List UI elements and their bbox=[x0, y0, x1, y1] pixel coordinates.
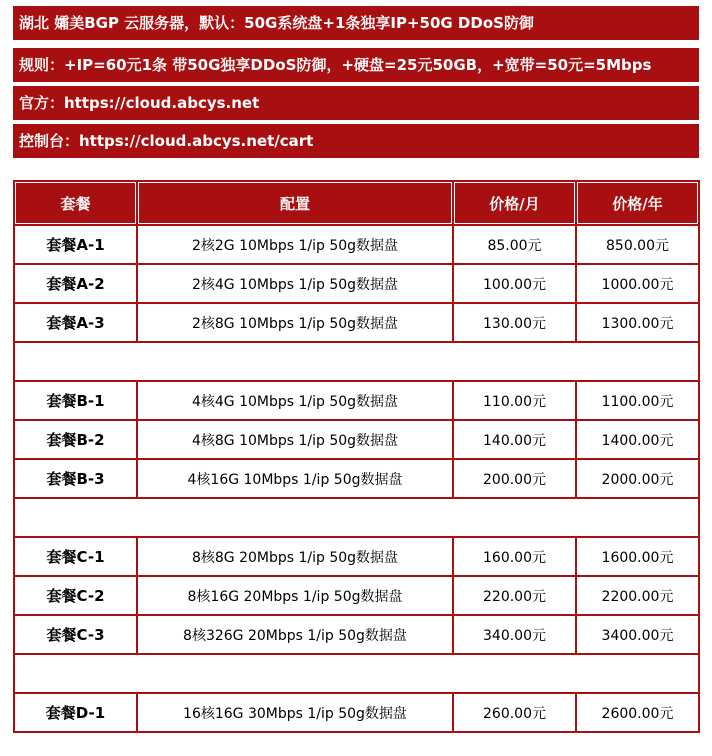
table-row bbox=[15, 304, 698, 341]
package-name: 套餐C-3 bbox=[15, 616, 136, 653]
group-separator-row bbox=[15, 343, 698, 380]
package-name: 套餐B-1 bbox=[15, 382, 136, 419]
table-row bbox=[15, 577, 698, 614]
package-name: 套餐D-1 bbox=[15, 694, 136, 731]
package-config: 4核4G 10Mbps 1/ip 50g数据盘 bbox=[138, 382, 452, 419]
table-row bbox=[15, 460, 698, 497]
yearly-price: 1000.00元 bbox=[577, 265, 698, 302]
column-header-config: 配置 bbox=[138, 182, 452, 224]
package-config: 2核8G 10Mbps 1/ip 50g数据盘 bbox=[138, 304, 452, 341]
group-separator-row bbox=[15, 499, 698, 536]
monthly-price: 260.00元 bbox=[454, 694, 575, 731]
monthly-price: 200.00元 bbox=[454, 460, 575, 497]
pricing-table bbox=[13, 180, 700, 733]
yearly-price: 850.00元 bbox=[577, 226, 698, 263]
monthly-price: 85.00元 bbox=[454, 226, 575, 263]
info-banner-rules: 规则：+IP=60元1条 带50G独享DDoS防御，+硬盘=25元50GB，+宽带=50元=5Mbps bbox=[13, 48, 699, 82]
table-row bbox=[15, 421, 698, 458]
package-name: 套餐A-2 bbox=[15, 265, 136, 302]
info-banner-console[interactable]: 控制台：https://cloud.abcys.net/cart bbox=[13, 124, 699, 158]
info-banner-title: 湖北 孀美BGP 云服务器，默认：50G系统盘+1条独享IP+50G DDoS防御 bbox=[13, 6, 699, 40]
package-config: 16核16G 30Mbps 1/ip 50g数据盘 bbox=[138, 694, 452, 731]
package-name: 套餐A-1 bbox=[15, 226, 136, 263]
yearly-price: 3400.00元 bbox=[577, 616, 698, 653]
package-config: 4核8G 10Mbps 1/ip 50g数据盘 bbox=[138, 421, 452, 458]
package-config: 2核2G 10Mbps 1/ip 50g数据盘 bbox=[138, 226, 452, 263]
table-row bbox=[15, 226, 698, 263]
column-header-monthly-price: 价格/月 bbox=[454, 182, 575, 224]
group-separator bbox=[15, 499, 698, 536]
table-row bbox=[15, 616, 698, 653]
monthly-price: 160.00元 bbox=[454, 538, 575, 575]
package-config: 2核4G 10Mbps 1/ip 50g数据盘 bbox=[138, 265, 452, 302]
yearly-price: 2000.00元 bbox=[577, 460, 698, 497]
monthly-price: 220.00元 bbox=[454, 577, 575, 614]
group-separator-row bbox=[15, 655, 698, 692]
monthly-price: 340.00元 bbox=[454, 616, 575, 653]
package-config: 8核8G 20Mbps 1/ip 50g数据盘 bbox=[138, 538, 452, 575]
package-config: 8核326G 20Mbps 1/ip 50g数据盘 bbox=[138, 616, 452, 653]
info-banner-official-site[interactable]: 官方：https://cloud.abcys.net bbox=[13, 86, 699, 120]
yearly-price: 1600.00元 bbox=[577, 538, 698, 575]
package-name: 套餐C-2 bbox=[15, 577, 136, 614]
group-separator bbox=[15, 343, 698, 380]
table-row bbox=[15, 694, 698, 731]
package-config: 8核16G 20Mbps 1/ip 50g数据盘 bbox=[138, 577, 452, 614]
column-header-package: 套餐 bbox=[15, 182, 136, 224]
monthly-price: 130.00元 bbox=[454, 304, 575, 341]
column-header-yearly-price: 价格/年 bbox=[577, 182, 698, 224]
table-row bbox=[15, 265, 698, 302]
monthly-price: 110.00元 bbox=[454, 382, 575, 419]
package-name: 套餐B-2 bbox=[15, 421, 136, 458]
table-header-row bbox=[15, 182, 698, 224]
table-row bbox=[15, 538, 698, 575]
yearly-price: 1100.00元 bbox=[577, 382, 698, 419]
monthly-price: 140.00元 bbox=[454, 421, 575, 458]
package-config: 4核16G 10Mbps 1/ip 50g数据盘 bbox=[138, 460, 452, 497]
package-name: 套餐A-3 bbox=[15, 304, 136, 341]
table-row bbox=[15, 382, 698, 419]
yearly-price: 2200.00元 bbox=[577, 577, 698, 614]
yearly-price: 1400.00元 bbox=[577, 421, 698, 458]
monthly-price: 100.00元 bbox=[454, 265, 575, 302]
package-name: 套餐B-3 bbox=[15, 460, 136, 497]
group-separator bbox=[15, 655, 698, 692]
yearly-price: 2600.00元 bbox=[577, 694, 698, 731]
package-name: 套餐C-1 bbox=[15, 538, 136, 575]
yearly-price: 1300.00元 bbox=[577, 304, 698, 341]
